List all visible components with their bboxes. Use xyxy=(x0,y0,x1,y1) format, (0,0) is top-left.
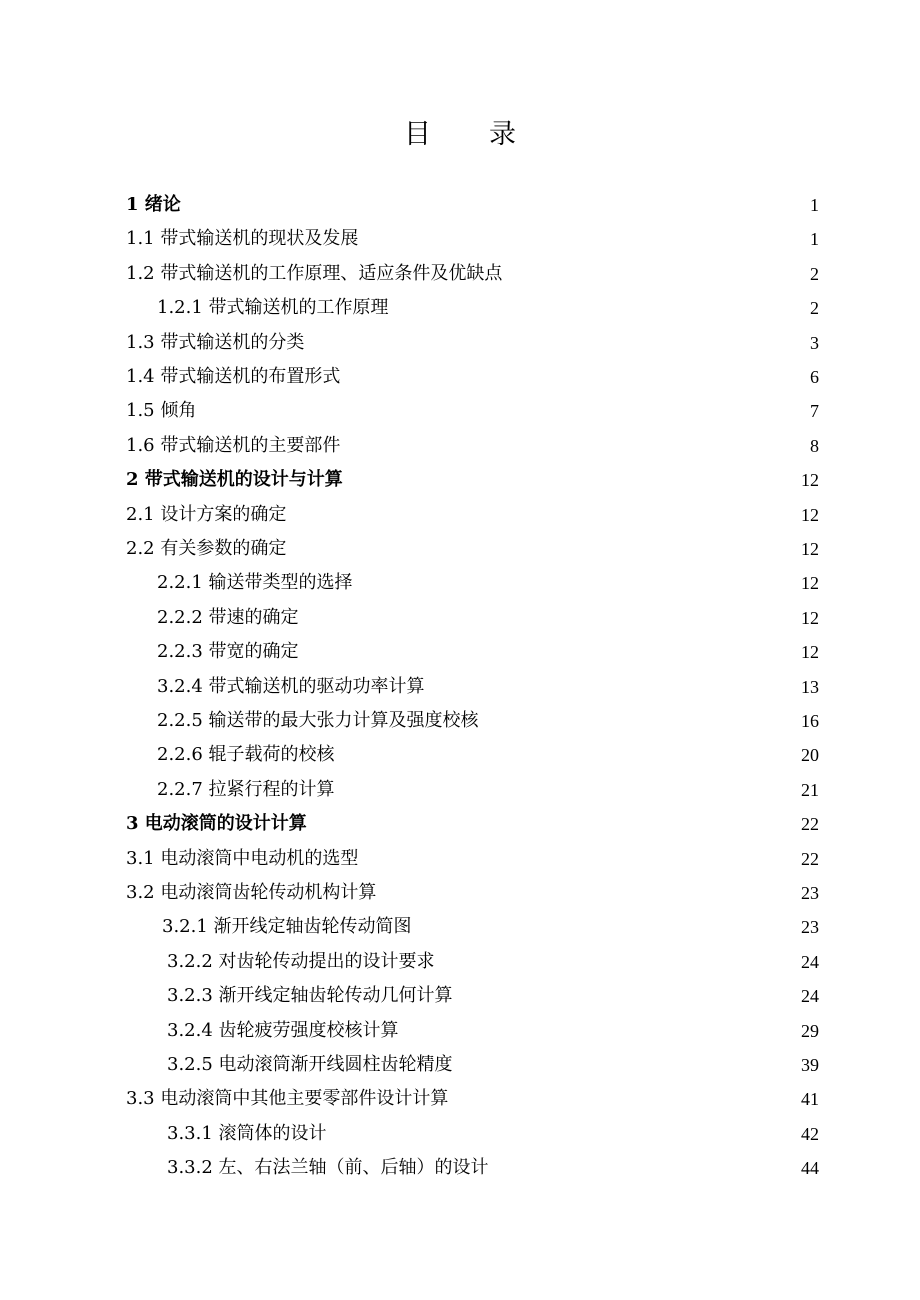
toc-entry[interactable] xyxy=(0,807,920,841)
toc-entry-label: 3.2.4 齿轮疲劳强度校核计算 xyxy=(167,1019,399,1041)
toc-entry[interactable] xyxy=(0,876,920,910)
toc-entry-label: 1.3 带式输送机的分类 xyxy=(126,331,305,353)
toc-entry-page-number: 24 xyxy=(801,951,819,972)
toc-entry-label: 3.2 电动滚筒齿轮传动机构计算 xyxy=(126,882,377,903)
toc-entry-label: 2.2.1 输送带类型的选择 xyxy=(157,572,353,594)
toc-entry-label: 1.2 带式输送机的工作原理、适应条件及优缺点 xyxy=(126,262,503,284)
page-title xyxy=(0,112,920,151)
toc-entry-page-number: 44 xyxy=(801,1158,819,1179)
toc-entry[interactable] xyxy=(0,738,920,772)
toc-entry[interactable] xyxy=(0,394,920,428)
toc-entry-page-number: 20 xyxy=(801,745,819,766)
toc-entry-label: 1.6 带式输送机的主要部件 xyxy=(126,434,341,456)
toc-entry-page-number: 12 xyxy=(801,539,819,559)
title-char-2: 录 xyxy=(489,119,516,150)
toc-entry-page-number: 12 xyxy=(801,470,819,491)
toc-entry-label: 1.2.1 带式输送机的工作原理 xyxy=(157,297,389,319)
toc-entry-label: 1.4 带式输送机的布置形式 xyxy=(126,366,341,387)
toc-entry[interactable] xyxy=(0,532,920,566)
toc-entry-label: 3.3 电动滚筒中其他主要零部件设计计算 xyxy=(126,1088,449,1110)
toc-entry[interactable] xyxy=(0,773,920,807)
toc-entry[interactable] xyxy=(0,842,920,876)
toc-entry-label: 3.1 电动滚筒中电动机的选型 xyxy=(126,847,359,869)
toc-entry-label: 3.3.2 左、右法兰轴（前、后轴）的设计 xyxy=(167,1157,489,1179)
toc-entry[interactable] xyxy=(0,360,920,394)
toc-entry-page-number: 8 xyxy=(810,435,819,456)
toc-entry[interactable] xyxy=(0,291,920,325)
toc-entry[interactable] xyxy=(0,463,920,497)
toc-entry[interactable] xyxy=(0,1014,920,1048)
toc-entry[interactable] xyxy=(0,910,920,944)
toc-entry[interactable] xyxy=(0,429,920,463)
toc-entry-page-number: 23 xyxy=(801,883,819,903)
toc-entry-label: 3.2.4 带式输送机的驱动功率计算 xyxy=(157,675,425,697)
toc-entry-page-number: 6 xyxy=(810,367,819,387)
toc-entry-page-number: 1 xyxy=(810,195,819,215)
toc-entry[interactable] xyxy=(0,566,920,600)
toc-entry[interactable] xyxy=(0,601,920,635)
toc-entry-label: 3.2.2 对齿轮传动提出的设计要求 xyxy=(167,950,435,972)
toc-entry-page-number: 7 xyxy=(810,401,819,422)
toc-entry-page-number: 12 xyxy=(801,573,819,594)
toc-entry-page-number: 23 xyxy=(801,917,819,938)
toc-entry-label: 2.2.5 输送带的最大张力计算及强度校核 xyxy=(157,710,479,731)
toc-entry-page-number: 3 xyxy=(810,332,819,353)
title-char-1: 目 xyxy=(404,119,431,150)
toc-entry-page-number: 12 xyxy=(801,642,819,663)
toc-entry-page-number: 12 xyxy=(801,504,819,525)
toc-entry-page-number: 1 xyxy=(810,229,819,250)
toc-entry-label: 1 绪论 xyxy=(126,194,181,215)
toc-entry[interactable] xyxy=(0,704,920,738)
toc-entry[interactable] xyxy=(0,1048,920,1082)
toc-entry[interactable] xyxy=(0,257,920,291)
toc-entry-page-number: 22 xyxy=(801,848,819,869)
toc-entry-label: 2.2 有关参数的确定 xyxy=(126,538,287,559)
toc-entry-label: 2.2.3 带宽的确定 xyxy=(157,641,299,663)
toc-entry[interactable] xyxy=(0,1117,920,1151)
toc-entry-label: 3 电动滚筒的设计计算 xyxy=(126,813,307,835)
toc-entry-page-number: 42 xyxy=(801,1123,819,1144)
toc-entry-page-number: 24 xyxy=(801,986,819,1007)
toc-entry-page-number: 16 xyxy=(801,711,819,731)
toc-entry-label: 2.1 设计方案的确定 xyxy=(126,503,287,525)
toc-entry[interactable] xyxy=(0,1151,920,1185)
toc-entry[interactable] xyxy=(0,222,920,256)
toc-entry[interactable] xyxy=(0,1082,920,1116)
toc-entry[interactable] xyxy=(0,670,920,704)
toc-entry-label: 2 带式输送机的设计与计算 xyxy=(126,469,343,491)
toc-entry[interactable] xyxy=(0,979,920,1013)
toc-entry-label: 1.5 倾角 xyxy=(126,400,197,422)
toc-entry-page-number: 41 xyxy=(801,1089,819,1110)
toc-entry[interactable] xyxy=(0,188,920,222)
toc-entry-label: 2.2.2 带速的确定 xyxy=(157,606,299,628)
toc-entry-page-number: 2 xyxy=(810,298,819,319)
toc-entry-label: 3.2.5 电动滚筒渐开线圆柱齿轮精度 xyxy=(167,1054,453,1075)
toc-entry-page-number: 12 xyxy=(801,607,819,628)
toc-entry[interactable] xyxy=(0,326,920,360)
toc-entry[interactable] xyxy=(0,635,920,669)
toc-entry-page-number: 29 xyxy=(801,1020,819,1041)
toc-entry-page-number: 2 xyxy=(810,263,819,284)
toc-entry-page-number: 39 xyxy=(801,1055,819,1075)
toc-entry[interactable] xyxy=(0,945,920,979)
toc-entry-page-number: 13 xyxy=(801,676,819,697)
toc-entry-page-number: 22 xyxy=(801,814,819,835)
toc-entry-page-number: 21 xyxy=(801,779,819,800)
toc-entry-label: 2.2.6 辊子载荷的校核 xyxy=(157,744,335,766)
toc-entry-label: 3.3.1 滚筒体的设计 xyxy=(167,1122,327,1144)
toc-entry-label: 3.2.3 渐开线定轴齿轮传动几何计算 xyxy=(167,985,453,1007)
toc-entry-label: 1.1 带式输送机的现状及发展 xyxy=(126,228,359,250)
toc-entry-label: 3.2.1 渐开线定轴齿轮传动简图 xyxy=(162,916,412,938)
toc-entry[interactable] xyxy=(0,498,920,532)
toc-entry-label: 2.2.7 拉紧行程的计算 xyxy=(157,778,335,800)
